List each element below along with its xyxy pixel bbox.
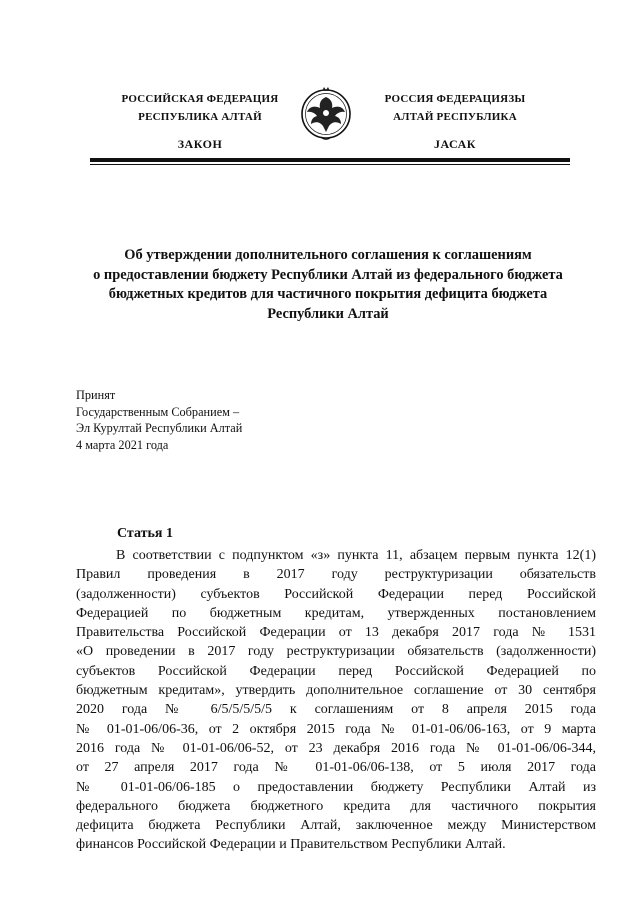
- country-name-altai: РОССИЯ ФЕДЕРАЦИЯЗЫ: [384, 93, 526, 105]
- law-title: [60, 246, 596, 324]
- body-line: субъектов Российской Федерации перед Российской Федерацией по: [76, 663, 596, 679]
- adoption-note: [76, 387, 242, 453]
- header-divider-thick: [90, 158, 570, 162]
- body-line: 2020 года № 6/5/5/5/5/5 к соглашениям от 8 апреля 2015 года: [76, 702, 596, 718]
- adoption-line: Принят: [76, 388, 116, 402]
- article-heading: Статья 1: [117, 526, 173, 541]
- law-label-ru: ЗАКОН: [177, 137, 223, 151]
- header-right-block: [355, 90, 555, 153]
- body-line: (задолженности) субъектов Российской Федерации перед Российской: [76, 586, 596, 602]
- body-line: федерального бюджета бюджетного кредита для частичного покрытия: [76, 798, 596, 814]
- body-line: № 01-01-06/06-185 о предоставлении бюджету Республики Алтай из: [76, 779, 596, 795]
- body-line: 2016 года № 01-01-06/06-52, от 23 декабря 2016 года № 01-01-06/06-344,: [76, 740, 596, 756]
- header-divider-thin: [90, 164, 570, 165]
- altai-coat-of-arms-icon: [300, 83, 352, 145]
- body-line: бюджетным кредитам», утвердить дополнительное соглашение от 30 сентября: [76, 683, 596, 699]
- adoption-date: 4 марта 2021 года: [76, 437, 169, 452]
- adoption-line: Эл Курултай Республики Алтай: [76, 421, 243, 436]
- law-label-altai: JАСАК: [433, 137, 476, 151]
- body-line: финансов Российской Федерации и Правительством Республики Алтай.: [76, 837, 506, 853]
- body-line: Правил проведения в 2017 году реструктуризации обязательств: [76, 567, 596, 583]
- body-line: В соответствии с подпунктом «з» пункта 11, абзацем первым пункта 12(1): [116, 548, 596, 563]
- title-line: бюджетных кредитов для частичного покрытия дефицита бюджета: [108, 286, 548, 302]
- title-line: Республики Алтай: [267, 305, 389, 322]
- body-line: дефицита бюджета Республики Алтай, заключенное между Министерством: [76, 818, 596, 834]
- body-line: Федерацией по бюджетным кредитам, утвержденных постановлением: [76, 605, 596, 621]
- body-line: от 27 апреля 2017 года № 01-01-06/06-138, от 5 июля 2017 года: [76, 760, 596, 776]
- article-body: [76, 546, 596, 855]
- country-name-ru: РОССИЙСКАЯ ФЕДЕРАЦИЯ: [121, 93, 279, 105]
- body-line: «О проведении в 2017 году реструктуризации обязательств (задолженности): [76, 644, 596, 660]
- adoption-line: Государственным Собранием –: [76, 404, 240, 419]
- header-left-block: [100, 90, 300, 153]
- body-line: № 01-01-06/06-36, от 2 октября 2015 года № 01-01-06/06-163, от 9 марта: [76, 721, 596, 737]
- title-line: о предоставлении бюджету Республики Алтай из федерального бюджета: [93, 266, 563, 283]
- body-line: Правительства Российской Федерации от 13 декабря 2017 года № 1531: [76, 625, 596, 641]
- republic-name-ru: РЕСПУБЛИКА АЛТАЙ: [138, 111, 262, 123]
- republic-name-altai: АЛТАЙ РЕСПУБЛИКА: [393, 111, 517, 123]
- title-line: Об утверждении дополнительного соглашения к соглашениям: [124, 247, 532, 263]
